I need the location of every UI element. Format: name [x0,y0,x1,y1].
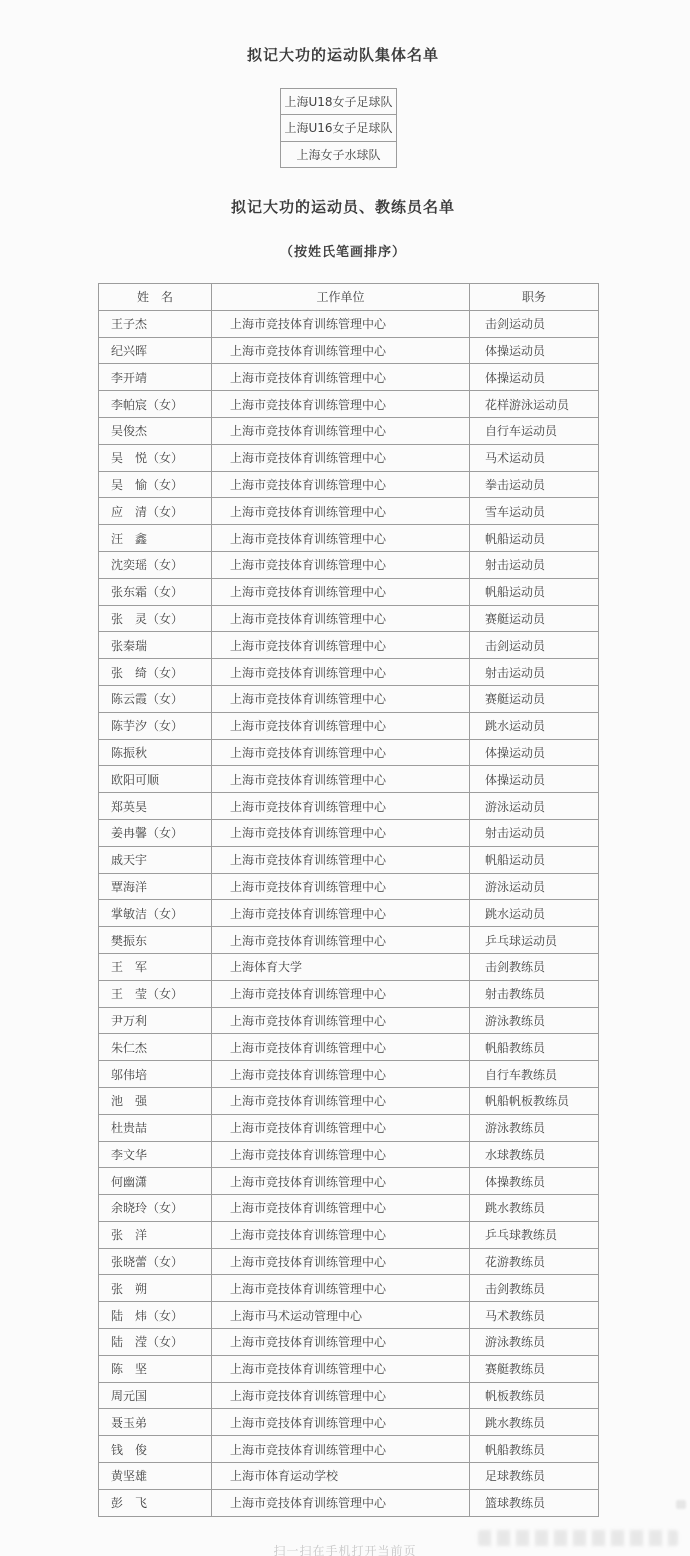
name-cell: 郑英昊 [99,793,212,820]
name-column-header: 姓 名 [99,284,212,311]
table-row [99,1302,599,1329]
unit-cell: 上海市竞技体育训练管理中心 [212,1489,470,1516]
team-row [281,141,397,167]
role-cell: 跳水运动员 [470,712,599,739]
name-cell: 何幽潇 [99,1168,212,1195]
name-cell: 张 洋 [99,1221,212,1248]
table-row [99,846,599,873]
name-cell: 张晓蕾（女） [99,1248,212,1275]
unit-cell: 上海市竞技体育训练管理中心 [212,498,470,525]
table-row [99,927,599,954]
watermark [478,1530,678,1546]
name-cell: 陆 滢（女） [99,1329,212,1356]
unit-cell: 上海市竞技体育训练管理中心 [212,766,470,793]
table-row [99,873,599,900]
unit-cell: 上海市竞技体育训练管理中心 [212,1409,470,1436]
unit-cell: 上海市竞技体育训练管理中心 [212,444,470,471]
table-row [99,1061,599,1088]
table-row [99,1436,599,1463]
name-cell: 王子杰 [99,310,212,337]
table-row [99,712,599,739]
name-cell: 姜冉馨（女） [99,819,212,846]
table-row [99,578,599,605]
table-row [99,1248,599,1275]
name-cell: 陈振秋 [99,739,212,766]
table-row [99,337,599,364]
name-cell: 邬伟培 [99,1061,212,1088]
table-row [99,1409,599,1436]
name-cell: 纪兴晖 [99,337,212,364]
role-cell: 乒乓球教练员 [470,1221,599,1248]
role-cell: 水球教练员 [470,1141,599,1168]
name-cell: 彭 飞 [99,1489,212,1516]
unit-cell: 上海市竞技体育训练管理中心 [212,1114,470,1141]
role-cell: 花样游泳运动员 [470,391,599,418]
table-row [99,605,599,632]
team-row [281,115,397,141]
unit-cell: 上海市体育运动学校 [212,1463,470,1490]
unit-cell: 上海市竞技体育训练管理中心 [212,525,470,552]
unit-cell: 上海市竞技体育训练管理中心 [212,659,470,686]
unit-cell: 上海市竞技体育训练管理中心 [212,712,470,739]
name-cell: 沈奕瑶（女） [99,551,212,578]
table-row [99,1463,599,1490]
table-row [99,819,599,846]
team-row [281,89,397,115]
table-row [99,1034,599,1061]
role-cell: 游泳教练员 [470,1329,599,1356]
table-row [99,953,599,980]
role-cell: 游泳运动员 [470,873,599,900]
unit-cell: 上海市竞技体育训练管理中心 [212,739,470,766]
role-cell: 击剑运动员 [470,632,599,659]
name-cell: 吴俊杰 [99,417,212,444]
unit-cell: 上海市竞技体育训练管理中心 [212,1195,470,1222]
table-row [99,1141,599,1168]
role-cell: 帆船运动员 [470,578,599,605]
table-row [99,391,599,418]
role-column-header: 职务 [470,284,599,311]
unit-cell: 上海市竞技体育训练管理中心 [212,1007,470,1034]
table-row [99,525,599,552]
role-cell: 帆船运动员 [470,525,599,552]
name-cell: 张秦瑞 [99,632,212,659]
name-cell: 张 灵（女） [99,605,212,632]
unit-column-header: 工作单位 [212,284,470,311]
table-row [99,1007,599,1034]
unit-cell: 上海市竞技体育训练管理中心 [212,819,470,846]
role-cell: 体操运动员 [470,364,599,391]
table-row [99,551,599,578]
name-cell: 李帕宸（女） [99,391,212,418]
teams-table [280,88,397,168]
personnel-table [98,283,599,1517]
name-cell: 王 军 [99,953,212,980]
watermark-mark [676,1500,686,1509]
name-cell: 杜贵喆 [99,1114,212,1141]
name-cell: 覃海洋 [99,873,212,900]
table-row [99,1221,599,1248]
unit-cell: 上海市竞技体育训练管理中心 [212,632,470,659]
table-row [99,498,599,525]
role-cell: 花游教练员 [470,1248,599,1275]
unit-cell: 上海市竞技体育训练管理中心 [212,1248,470,1275]
role-cell: 击剑运动员 [470,310,599,337]
table-row [99,1275,599,1302]
unit-cell: 上海市竞技体育训练管理中心 [212,793,470,820]
role-cell: 篮球教练员 [470,1489,599,1516]
name-cell: 朱仁杰 [99,1034,212,1061]
table-row [99,1168,599,1195]
unit-cell: 上海市竞技体育训练管理中心 [212,551,470,578]
role-cell: 足球教练员 [470,1463,599,1490]
name-cell: 樊振东 [99,927,212,954]
name-cell: 黄坚雄 [99,1463,212,1490]
unit-cell: 上海市竞技体育训练管理中心 [212,1355,470,1382]
name-cell: 陈芋汐（女） [99,712,212,739]
name-cell: 陆 炜（女） [99,1302,212,1329]
unit-cell: 上海市马术运动管理中心 [212,1302,470,1329]
table-row [99,1355,599,1382]
name-cell: 周元国 [99,1382,212,1409]
role-cell: 击剑教练员 [470,1275,599,1302]
table-row [99,739,599,766]
name-cell: 汪 鑫 [99,525,212,552]
name-cell: 张 绮（女） [99,659,212,686]
name-cell: 张东霜（女） [99,578,212,605]
unit-cell: 上海市竞技体育训练管理中心 [212,927,470,954]
unit-cell: 上海市竞技体育训练管理中心 [212,337,470,364]
personnel-tbody [99,310,599,1516]
role-cell: 射击运动员 [470,551,599,578]
name-cell: 钱 俊 [99,1436,212,1463]
role-cell: 体操运动员 [470,766,599,793]
table-row [99,417,599,444]
collective-list-title: 拟记大功的运动队集体名单 [246,46,439,64]
unit-cell: 上海市竞技体育训练管理中心 [212,1275,470,1302]
unit-cell: 上海市竞技体育训练管理中心 [212,1087,470,1114]
table-row [99,980,599,1007]
role-cell: 赛艇运动员 [470,605,599,632]
table-row [99,444,599,471]
role-cell: 跳水教练员 [470,1409,599,1436]
table-row [99,364,599,391]
role-cell: 射击运动员 [470,819,599,846]
table-row [99,1087,599,1114]
role-cell: 自行车运动员 [470,417,599,444]
name-cell: 聂玉弟 [99,1409,212,1436]
unit-cell: 上海市竞技体育训练管理中心 [212,605,470,632]
role-cell: 赛艇教练员 [470,1355,599,1382]
role-cell: 跳水运动员 [470,900,599,927]
table-row [99,471,599,498]
role-cell: 帆船运动员 [470,846,599,873]
role-cell: 击剑教练员 [470,953,599,980]
unit-cell: 上海市竞技体育训练管理中心 [212,873,470,900]
role-cell: 体操教练员 [470,1168,599,1195]
role-cell: 游泳运动员 [470,793,599,820]
unit-cell: 上海市竞技体育训练管理中心 [212,1382,470,1409]
sort-note: （按姓氏笔画排序） [279,245,406,260]
unit-cell: 上海市竞技体育训练管理中心 [212,900,470,927]
role-cell: 马术教练员 [470,1302,599,1329]
team-name-cell: 上海女子水球队 [281,141,397,167]
role-cell: 马术运动员 [470,444,599,471]
unit-cell: 上海市竞技体育训练管理中心 [212,391,470,418]
unit-cell: 上海市竞技体育训练管理中心 [212,846,470,873]
name-cell: 欧阳可顺 [99,766,212,793]
name-cell: 陈 坚 [99,1355,212,1382]
role-cell: 乒乓球运动员 [470,927,599,954]
unit-cell: 上海市竞技体育训练管理中心 [212,1329,470,1356]
table-row [99,632,599,659]
table-row [99,685,599,712]
scan-hint: 扫一扫在手机打开当前页 [273,1544,417,1556]
role-cell: 体操运动员 [470,337,599,364]
unit-cell: 上海市竞技体育训练管理中心 [212,578,470,605]
unit-cell: 上海市竞技体育训练管理中心 [212,1436,470,1463]
role-cell: 跳水教练员 [470,1195,599,1222]
unit-cell: 上海市竞技体育训练管理中心 [212,1221,470,1248]
role-cell: 帆板教练员 [470,1382,599,1409]
unit-cell: 上海市竞技体育训练管理中心 [212,417,470,444]
table-row [99,1329,599,1356]
name-cell: 应 清（女） [99,498,212,525]
name-cell: 戚天宇 [99,846,212,873]
name-cell: 陈云霞（女） [99,685,212,712]
name-cell: 吴 悦（女） [99,444,212,471]
personnel-table-head [99,284,599,311]
name-cell: 余晓玲（女） [99,1195,212,1222]
role-cell: 帆船教练员 [470,1034,599,1061]
table-row [99,766,599,793]
role-cell: 游泳教练员 [470,1007,599,1034]
table-row [99,1195,599,1222]
unit-cell: 上海市竞技体育训练管理中心 [212,685,470,712]
header-row [99,284,599,311]
table-row [99,1489,599,1516]
role-cell: 自行车教练员 [470,1061,599,1088]
name-cell: 李开靖 [99,364,212,391]
table-row [99,310,599,337]
role-cell: 赛艇运动员 [470,685,599,712]
name-cell: 张 朔 [99,1275,212,1302]
unit-cell: 上海市竞技体育训练管理中心 [212,1034,470,1061]
unit-cell: 上海市竞技体育训练管理中心 [212,310,470,337]
unit-cell: 上海市竞技体育训练管理中心 [212,1141,470,1168]
team-name-cell: 上海U18女子足球队 [281,89,397,115]
role-cell: 雪车运动员 [470,498,599,525]
unit-cell: 上海市竞技体育训练管理中心 [212,364,470,391]
name-cell: 王 莹（女） [99,980,212,1007]
role-cell: 帆船帆板教练员 [470,1087,599,1114]
role-cell: 射击运动员 [470,659,599,686]
team-name-cell: 上海U16女子足球队 [281,115,397,141]
unit-cell: 上海市竞技体育训练管理中心 [212,471,470,498]
table-row [99,900,599,927]
role-cell: 拳击运动员 [470,471,599,498]
name-cell: 掌敏洁（女） [99,900,212,927]
unit-cell: 上海市竞技体育训练管理中心 [212,980,470,1007]
name-cell: 尹万利 [99,1007,212,1034]
table-row [99,793,599,820]
teams-tbody [281,89,397,168]
table-row [99,1382,599,1409]
role-cell: 游泳教练员 [470,1114,599,1141]
individual-list-title: 拟记大功的运动员、教练员名单 [230,198,455,216]
table-row [99,1114,599,1141]
unit-cell: 上海体育大学 [212,953,470,980]
name-cell: 吴 愉（女） [99,471,212,498]
unit-cell: 上海市竞技体育训练管理中心 [212,1061,470,1088]
name-cell: 池 强 [99,1087,212,1114]
name-cell: 李文华 [99,1141,212,1168]
role-cell: 射击教练员 [470,980,599,1007]
table-row [99,659,599,686]
unit-cell: 上海市竞技体育训练管理中心 [212,1168,470,1195]
role-cell: 帆船教练员 [470,1436,599,1463]
role-cell: 体操运动员 [470,739,599,766]
